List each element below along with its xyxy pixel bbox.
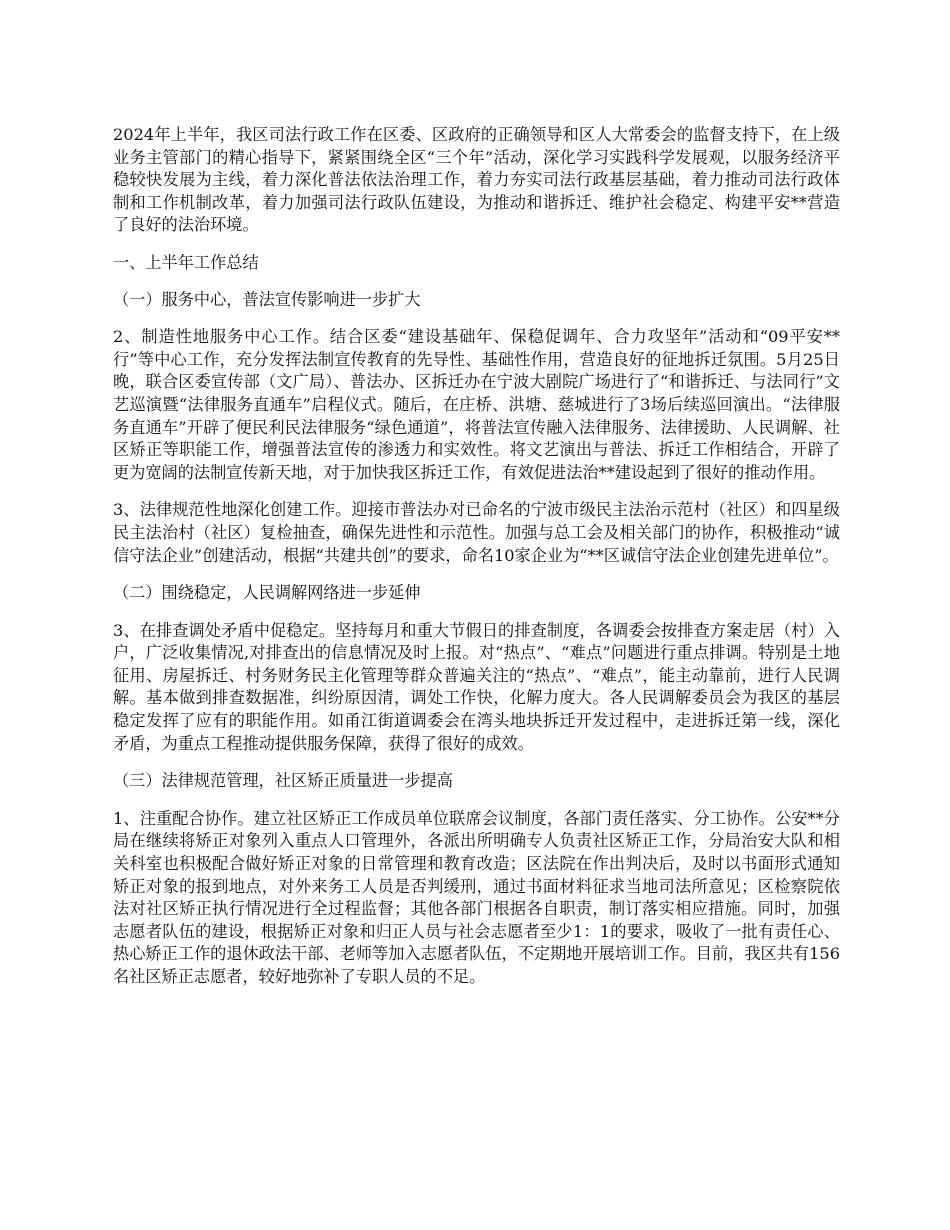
- intro-paragraph: 2024年上半年，我区司法行政工作在区委、区政府的正确领导和区人大常委会的监督支持下，在上级业务主管部门的精心指导下，紧紧围绕全区“三个年”活动，深化学习实践科学发展观，以服务经济平稳较快发展为主线，着力深化普法依法治理工作，着力夯实司法行政基层基础，着力推动司法行政体制和工作机制改革，着力加强司法行政队伍建设，为推动和谐拆迁、维护社会稳定、构建平安**营造了良好的法治环境。: [113, 125, 840, 235]
- document-body: [113, 124, 840, 1004]
- subsection-heading-mediation: （二）围绕稳定，人民调解网络进一步延伸: [113, 583, 421, 603]
- paragraph-cooperation: 1、注重配合协作。建立社区矫正工作成员单位联席会议制度，各部门责任落实、分工协作。公安**分局在继续将矫正对象列入重点人口管理外，各派出所明确专人负责社区矫正工作，分局治安大队和相关科室也积极配合做好矫正对象的日常管理和教育改造；区法院在作出判决后，及时以书面形式通知矫正对象的报到地点，对外来务工人员是否判缓刑，通过书面材料征求当地司法所意见；区检察院依法对社区矫正执行情况进行全过程监督；其他各部门根据各自职责，制订落实相应措施。同时，加强志愿者队伍的建设，根据矫正对象和归正人员与社会志愿者至少1：1的要求，吸收了一批有责任心、热心矫正工作的退休政法干部、老师等加入志愿者队伍，不定期地开展培训工作。目前，我区共有156名社区矫正志愿者，较好地弥补了专职人员的不足。: [113, 808, 840, 986]
- subsection-heading-correction: （三）法律规范管理，社区矫正质量进一步提高: [113, 771, 453, 791]
- paragraph-dispute-mediation: 3、在排查调处矛盾中促稳定。坚持每月和重大节假日的排查制度，各调委会按排查方案走居（村）入户，广泛收集情况,对排查出的信息情况及时上报。对“热点”、“难点”问题进行重点排调。特别是土地征用、房屋拆迁、村务财务民主化管理等群众普遍关注的“热点”、“难点”，能主动靠前，进行人民调解。基本做到排查数据准，纠纷原因清，调处工作快，化解力度大。各人民调解委员会为我区的基层稳定发挥了应有的职能作用。如甬江街道调委会在湾头地块拆迁开发过程中，走进拆迁第一线，深化矛盾，为重点工程推动提供服务保障，获得了很好的成效。: [113, 620, 840, 753]
- section-heading-summary: 一、上半年工作总结: [113, 252, 259, 272]
- paragraph-creation-work: 3、法律规范性地深化创建工作。迎接市普法办对已命名的宁波市级民主法治示范村（社区）和四星级民主法治村（社区）复检抽查，确保先进性和示范性。加强与总工会及相关部门的协作，积极推动“诚信守法企业”创建活动，根据“共建共创”的要求，命名10家企业为“**区诚信守法企业创建先进单位”。: [113, 500, 840, 565]
- paragraph-service-center: 2、制造性地服务中心工作。结合区委“建设基础年、保稳促调年、合力攻坚年”活动和“09平安**行”等中心工作，充分发挥法制宣传教育的先导性、基础性作用，营造良好的征地拆迁氛围。5月25日晚，联合区委宣传部（文广局）、普法办、区拆迁办在宁波大剧院广场进行了“和谐拆迁、与法同行”文艺巡演暨“法律服务直通车”启程仪式。随后，在庄桥、洪塘、慈城进行了3场后续巡回演出。“法律服务直通车”开辟了便民利民法律服务“绿色通道”，将普法宣传融入法律服务、法律援助、人民调解、社区矫正等职能工作，增强普法宣传的渗透力和实效性。将文艺演出与普法、拆迁工作相结合，开辟了更为宽阔的法制宣传新天地，对于加快我区拆迁工作，有效促进法治**建设起到了很好的推动作用。: [113, 327, 840, 482]
- subsection-heading-publicity: （一）服务中心，普法宣传影响进一步扩大: [113, 289, 421, 309]
